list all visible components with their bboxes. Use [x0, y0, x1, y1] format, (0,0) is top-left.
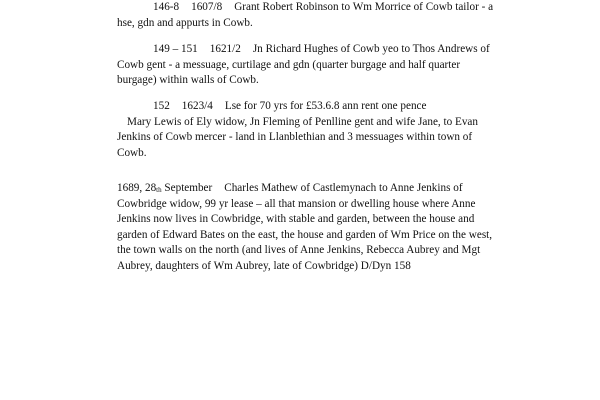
entry-text-line: Jenkins now lives in Cowbridge, with stable and garden, between the house and: [117, 213, 475, 226]
entry-date-suffix: September: [161, 182, 213, 194]
entry-text-line: Cowbridge widow, 99 yr lease – all that mansion or dwelling house where Anne: [117, 197, 476, 210]
entry-text-line: Cowb gent - a messuage, curtilage and gdn (quarter burgage and half quarter: [117, 58, 461, 71]
deed-entry-1689: [117, 181, 517, 275]
entry-text-line: Grant Robert Robinson to Wm Morrice of Cowb tailor - a: [234, 1, 494, 13]
entry-text-line: the town walls on the north (and lives of Anne Jenkins, Rebecca Aubrey and Mgt: [117, 244, 481, 257]
entry-first-line: [117, 0, 517, 16]
entry-ref: 146-8: [153, 1, 180, 13]
entry-ref: 152: [153, 100, 170, 112]
entry-date-prefix: 1689, 28: [117, 182, 157, 194]
entry-text-line: garden of Edward Bates on the east, the house and garden of Wm Price on the west,: [117, 228, 493, 241]
entry-first-line: [117, 42, 517, 58]
deed-entry-149-151: [117, 42, 517, 89]
entry-first-line: [117, 181, 517, 197]
entry-text-line: Jn Richard Hughes of Cowb yeo to Thos Andrews of: [252, 43, 490, 55]
deed-entry-146-8: [117, 0, 517, 31]
deed-entry-152: [117, 99, 517, 161]
entry-date: 1623/4: [181, 100, 213, 112]
entry-text-line: Lse for 70 yrs for £53.6.8 ann rent one pence: [224, 100, 427, 112]
entry-first-line: [117, 99, 517, 115]
entry-text-line: Jenkins of Cowb mercer - land in Llanblethian and 3 messuages within town of: [117, 131, 473, 144]
entry-text-line: Mary Lewis of Ely widow, Jn Fleming of Penlline gent and wife Jane, to Evan: [127, 115, 478, 128]
entry-date-ordinal: th: [156, 186, 162, 194]
entry-date: [117, 182, 212, 194]
entry-date: 1621/2: [209, 43, 241, 55]
entry-text-line: burgage) within walls of Cowb.: [117, 74, 259, 87]
entry-text-line: hse, gdn and appurts in Cowb.: [117, 16, 253, 29]
entry-ref: 149 – 151: [153, 43, 198, 55]
entry-date: 1607/8: [191, 1, 223, 13]
entry-text-line: Cowb.: [117, 146, 147, 159]
entry-text-line: Aubrey, daughters of Wm Aubrey, late of Cowbridge) D/Dyn 158: [117, 259, 411, 272]
entry-text-line: Charles Mathew of Castlemynach to Anne Jenkins of: [224, 182, 463, 194]
